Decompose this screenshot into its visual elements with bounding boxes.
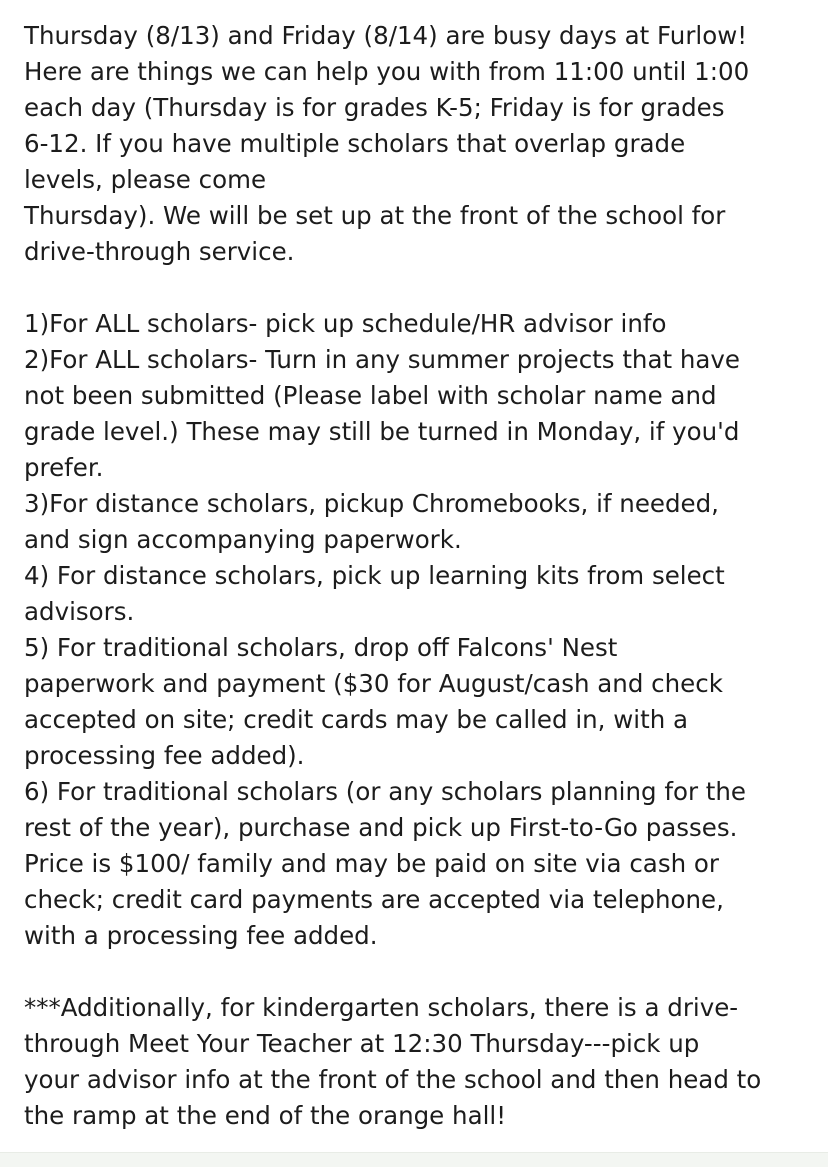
list-line: check; credit card payments are accepted via telephone,	[24, 885, 724, 914]
intro-line: Thursday (8/13) and Friday (8/14) are busy days at Furlow!	[24, 21, 748, 50]
post-body	[24, 18, 814, 1134]
note-line: through Meet Your Teacher at 12:30 Thursday---pick up	[24, 1029, 700, 1058]
services-list	[24, 306, 814, 954]
paragraph-spacer	[24, 954, 814, 990]
list-line: advisors.	[24, 597, 135, 626]
list-line: 3)For distance scholars, pickup Chromebooks, if needed,	[24, 489, 719, 518]
intro-paragraph	[24, 18, 814, 270]
intro-line: drive-through service.	[24, 237, 295, 266]
list-line: accepted on site; credit cards may be called in, with a	[24, 705, 689, 734]
list-line: and sign accompanying paperwork.	[24, 525, 462, 554]
list-line: 4) For distance scholars, pick up learning kits from select	[24, 561, 725, 590]
list-line: prefer.	[24, 453, 104, 482]
intro-line: each day (Thursday is for grades K-5; Friday is for grades	[24, 93, 725, 122]
list-line: with a processing fee added.	[24, 921, 378, 950]
list-line: rest of the year), purchase and pick up First-to-Go passes.	[24, 813, 738, 842]
list-line: 6) For traditional scholars (or any scholars planning for the	[24, 777, 747, 806]
list-line: not been submitted (Please label with scholar name and	[24, 381, 717, 410]
intro-line: 6-12. If you have multiple scholars that overlap grade	[24, 129, 686, 158]
kindergarten-note	[24, 990, 814, 1134]
list-line: 1)For ALL scholars- pick up schedule/HR advisor info	[24, 309, 667, 338]
list-line: paperwork and payment ($30 for August/cash and check	[24, 669, 723, 698]
list-line: processing fee added).	[24, 741, 305, 770]
list-line: Price is $100/ family and may be paid on site via cash or	[24, 849, 719, 878]
intro-line: Thursday). We will be set up at the front of the school for	[24, 201, 726, 230]
note-line: the ramp at the end of the orange hall!	[24, 1101, 507, 1130]
list-line: grade level.) These may still be turned in Monday, if you'd	[24, 417, 740, 446]
bottom-divider	[0, 1152, 828, 1167]
note-line: your advisor info at the front of the school and then head to	[24, 1065, 762, 1094]
intro-line: Here are things we can help you with from 11:00 until 1:00	[24, 57, 750, 86]
list-line: 2)For ALL scholars- Turn in any summer projects that have	[24, 345, 740, 374]
note-line: ***Additionally, for kindergarten scholars, there is a drive-	[24, 993, 739, 1022]
intro-line: levels, please come	[24, 165, 267, 194]
list-line: 5) For traditional scholars, drop off Falcons' Nest	[24, 633, 618, 662]
paragraph-spacer	[24, 270, 814, 306]
